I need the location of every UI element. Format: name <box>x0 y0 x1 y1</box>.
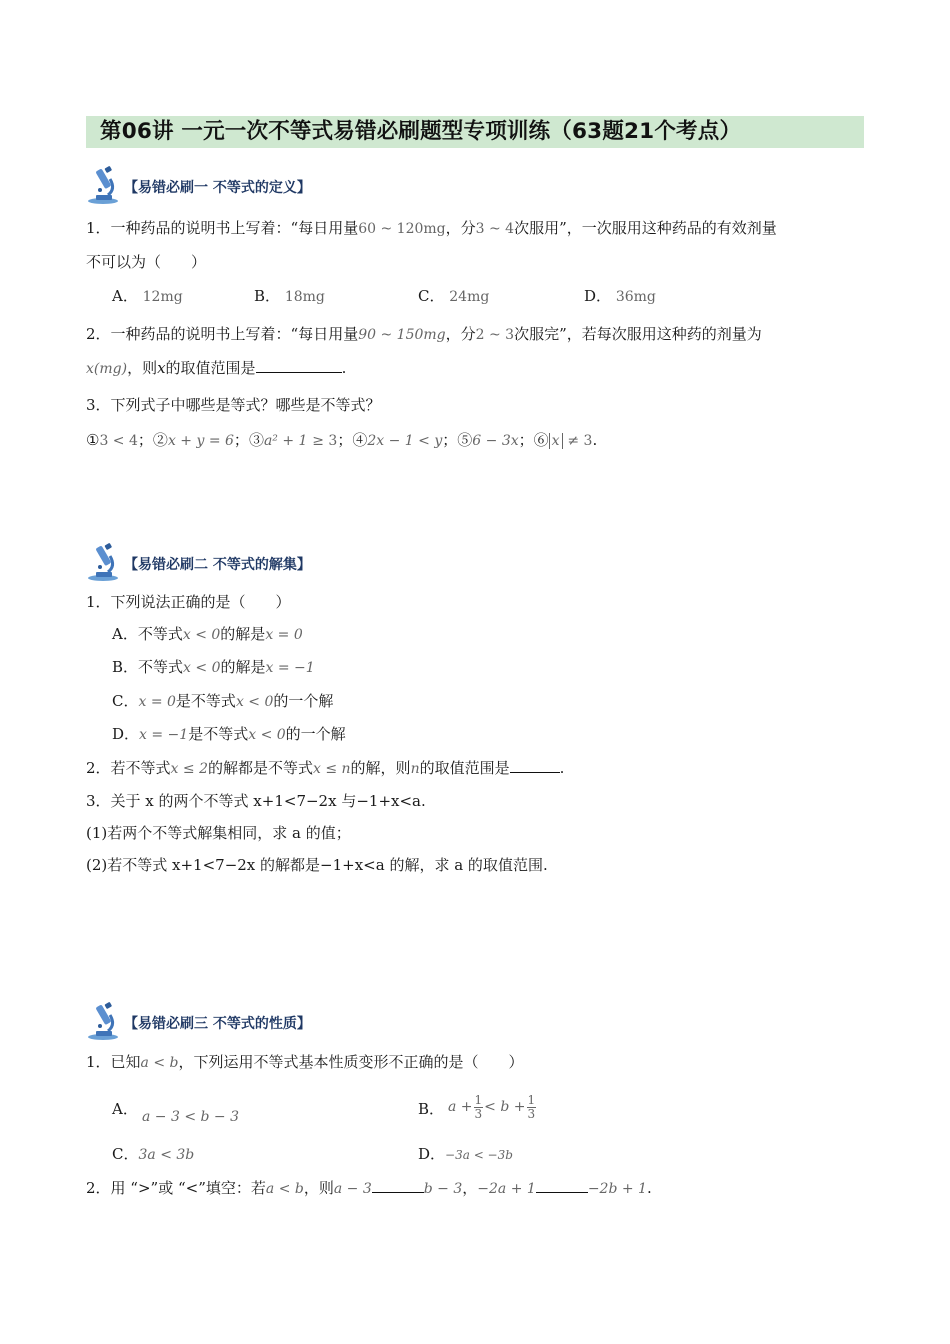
microscope-icon <box>86 165 124 205</box>
fraction: $\frac{1}{3}$ <box>474 1092 483 1121</box>
section-title: 【易错必刷二 不等式的解集】 <box>124 557 311 573</box>
microscope-icon <box>86 1001 124 1041</box>
option-c[interactable]: C．3a < 3b <box>112 1145 195 1163</box>
answer-blank[interactable] <box>536 1178 588 1193</box>
option-b[interactable]: B．不等式x < 0的解是x = −1 <box>112 658 315 676</box>
page-title: 第06讲 一元一次不等式易错必刷题型专项训练（63题21个考点） <box>100 119 742 144</box>
question-1-3: 3．下列式子中哪些是等式？哪些是不等式？ <box>86 396 381 414</box>
question-2-3-part2: (2)若不等式 x+1<7−2x 的解都是−1+x<a 的解，求 a 的取值范围. <box>86 856 548 874</box>
question-3-1: 1．已知a < b，下列运用不等式基本性质变形不正确的是（ ） <box>86 1053 524 1071</box>
question-2-1: 1．下列说法正确的是（ ） <box>86 593 291 611</box>
question-1-1-line2: 不可以为（ ） <box>86 253 207 271</box>
question-2-3: 3．关于 x 的两个不等式 x+1<7−2x 与−1+x<a. <box>86 792 426 810</box>
option-a[interactable]: A． <box>112 1100 138 1118</box>
fraction: $\frac{1}{3}$ <box>527 1092 536 1121</box>
section-title: 【易错必刷三 不等式的性质】 <box>124 1016 311 1032</box>
answer-blank[interactable] <box>256 358 342 373</box>
option-d[interactable]: D．−3a < −3b <box>418 1145 513 1163</box>
option-a-expr: a − 3 < b − 3 <box>142 1109 240 1125</box>
question-3-2: 2．用 “>”或 “<”填空：若a < b，则a − 3 b − 3，−2a + 1 −2b + 1. <box>86 1179 652 1197</box>
option-a[interactable]: A． 12mg <box>112 287 183 305</box>
question-1-1: 1．一种药品的说明书上写着：“每日用量60 ~ 120mg，分3 ~ 4次服用”，一次服用这种药品的有效剂量 <box>86 219 777 237</box>
option-b[interactable]: B． <box>418 1100 445 1118</box>
option-a[interactable]: A．不等式x < 0的解是x = 0 <box>112 625 303 643</box>
answer-blank[interactable] <box>372 1178 424 1193</box>
question-2-3-part1: (1)若两个不等式解集相同，求 a 的值； <box>86 824 351 842</box>
question-2-2: 2．若不等式x ≤ 2的解都是不等式x ≤ n的解，则n的取值范围是 . <box>86 759 565 777</box>
option-d[interactable]: D．x = −1是不等式x < 0的一个解 <box>112 725 346 743</box>
option-b-expr: a + $\frac{1}{3}$ < b + $\frac{1}{3}$ <box>448 1092 536 1121</box>
question-1-2-line2: x(mg)，则x的取值范围是 . <box>86 359 347 377</box>
option-c[interactable]: C． 24mg <box>418 287 490 305</box>
option-d[interactable]: D． 36mg <box>584 287 656 305</box>
option-b[interactable]: B． 18mg <box>254 287 325 305</box>
section-title: 【易错必刷一 不等式的定义】 <box>124 180 311 196</box>
answer-blank[interactable] <box>510 758 560 773</box>
question-1-2: 2．一种药品的说明书上写着：“每日用量90 ~ 150mg，分2 ~ 3次服完”，若每次服用这种药的剂量为 <box>86 325 762 343</box>
question-1-3-items: ①3 < 4；②x + y = 6；③a² + 1 ≥ 3；④2x − 1 < y；⑤6 − 3x；⑥ x ≠ 3. <box>86 431 598 449</box>
microscope-icon <box>86 542 124 582</box>
option-c[interactable]: C．x = 0是不等式x < 0的一个解 <box>112 692 334 710</box>
